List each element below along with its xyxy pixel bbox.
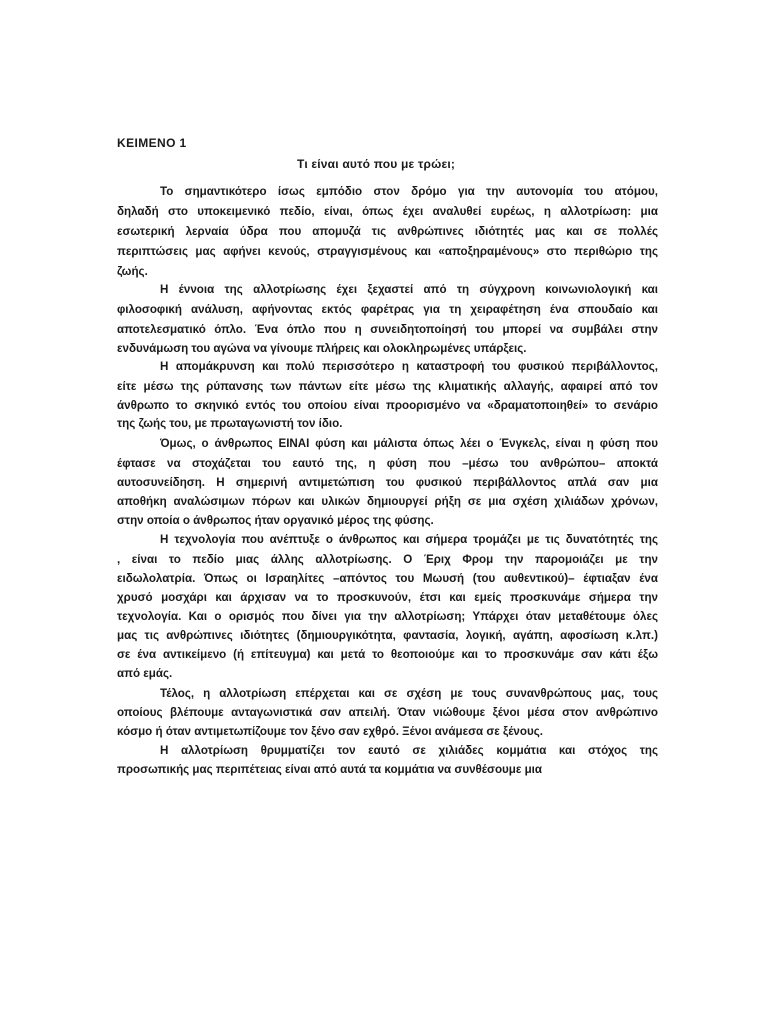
document-heading: ΚΕΙΜΕΝΟ 1 (117, 136, 187, 150)
paragraph-line: Τέλος, η αλλοτρίωση επέρχεται και σε σχέση με τους συνανθρώπους μας, τους (160, 687, 658, 700)
paragraph-line: από εμάς. (117, 667, 173, 680)
paragraph-line: Η αλλοτρίωση θρυμματίζει τον εαυτό σε χιλιάδες κομμάτια και στόχος της (160, 744, 658, 757)
paragraph-line: Η έννοια της αλλοτρίωσης έχει ξεχαστεί από τη σύγχρονη κοινωνιολογική και (160, 283, 658, 296)
paragraph-line: τεχνολογία. Και ο ορισμός που δίνει για την αλλοτρίωση; Υπάρχει όταν μεταθέτουμε όλες (117, 610, 658, 623)
document-title: Τι είναι αυτό που με τρώει; (297, 157, 456, 171)
paragraph-line: Η απομάκρυνση και πολύ περισσότερο η καταστροφή του φυσικού περιβάλλοντος, (160, 360, 658, 373)
paragraph-line: χρυσό μοσχάρι και άρχισαν να το προσκυνούν, έτσι και εμείς προσκυνάμε σήμερα την (117, 591, 658, 604)
paragraph-line: κόσμο ή όταν αντιμετωπίζουμε τον ξένο σαν εχθρό. Ξένοι ανάμεσα σε ξένους. (117, 725, 543, 738)
paragraph-line: στην οποία ο άνθρωπος ήταν οργανικό μέρος της φύσης. (117, 514, 434, 527)
paragraph-line: αυτοσυνείδηση. Η σημερινή αντιμετώπιση του φυσικού περιβάλλοντος απλά σαν μια (117, 476, 658, 489)
paragraph-line: Όμως, ο άνθρωπος ΕΙΝΑΙ φύση και μάλιστα όπως λέει ο Ένγκελς, είναι η φύση που (160, 437, 658, 450)
paragraph-line: σε ένα αντικείμενο (ή επίτευγμα) και μετά το θεοποιούμε και το προσκυνάμε σαν κάτι έξω (117, 648, 658, 661)
paragraph-line: αποθήκη αναλώσιμων πόρων και υλικών δημιουργεί ρήξη σε μια σχέση χιλιάδων χρόνων, (117, 495, 658, 508)
paragraph-line: έφτασε να στοχάζεται του εαυτό της, η φύση που –μέσω του ανθρώπου– αποκτά (117, 457, 658, 470)
paragraph-line: είτε μέσω της ρύπανσης των πάντων είτε μέσω της κλιματικής αλλαγής, αφαιρεί από τον (117, 380, 658, 393)
paragraph-line: προσωπικής μας περιπέτειας είναι από αυτά τα κομμάτια να συνθέσουμε μια (117, 763, 543, 776)
paragraph-line: περιπτώσεις μας αφήνει κενούς, στραγγισμένους και «αποξηραμένους» στο περιθώριο της (117, 245, 658, 258)
paragraph-line: αποτελεσματικό όπλο. Ένα όπλο που η συνειδητοποίησή του μπορεί να συμβάλει στην (117, 323, 658, 336)
paragraph-line: της ζωής του, με πρωταγωνιστή τον ίδιο. (117, 417, 343, 430)
paragraph-line: οποίους βλέπουμε ανταγωνιστικά σαν απειλή. Όταν νιώθουμε ξένοι μέσα στον ανθρώπινο (117, 706, 658, 719)
paragraph-line: , είναι το πεδίο μιας άλλης αλλοτρίωσης. Ο Έριχ Φρομ την παρομοιάζει με την (117, 553, 658, 566)
paragraph-line: εσωτερική λερναία ύδρα που απομυζά τις ανθρώπινες ιδιότητές μας και σε πολλές (117, 225, 658, 238)
paragraph-line: ειδωλολατρία. Όπως οι Ισραηλίτες –απόντος του Μωυσή (του αυθεντικού)– έφτιαξαν ένα (117, 572, 658, 585)
paragraph-line: μας τις ανθρώπινες ιδιότητες (δημιουργικότητα, φαντασία, λογική, αγάπη, αφοσίωση κ.λπ.) (117, 629, 658, 642)
paragraph-line: ενδυνάμωση του αγώνα να γίνουμε πλήρεις και ολοκληρωμένες υπάρξεις. (117, 342, 527, 355)
paragraph-line: ζωής. (117, 265, 148, 278)
paragraph-line: Η τεχνολογία που ανέπτυξε ο άνθρωπος και σήμερα τρομάζει με τις δυνατότητές της (160, 533, 658, 546)
paragraph-line: φιλοσοφική ανάλυση, αφήνοντας εκτός φαρέτρας για τη χειραφέτηση ένα σπουδαίο και (117, 303, 658, 316)
paragraph-line: δηλαδή στο υποκειμενικό πεδίο, είναι, όπως έχει αναλυθεί ευρέως, η αλλοτρίωση: μια (117, 205, 658, 218)
paragraph-line: άνθρωπο το σκηνικό εντός του οποίου είναι προορισμένο να «δραματοποιηθεί» το σενάριο (117, 399, 658, 412)
paragraph-line: Το σημαντικότερο ίσως εμπόδιο στον δρόμο για την αυτονομία του ατόμου, (160, 185, 658, 198)
